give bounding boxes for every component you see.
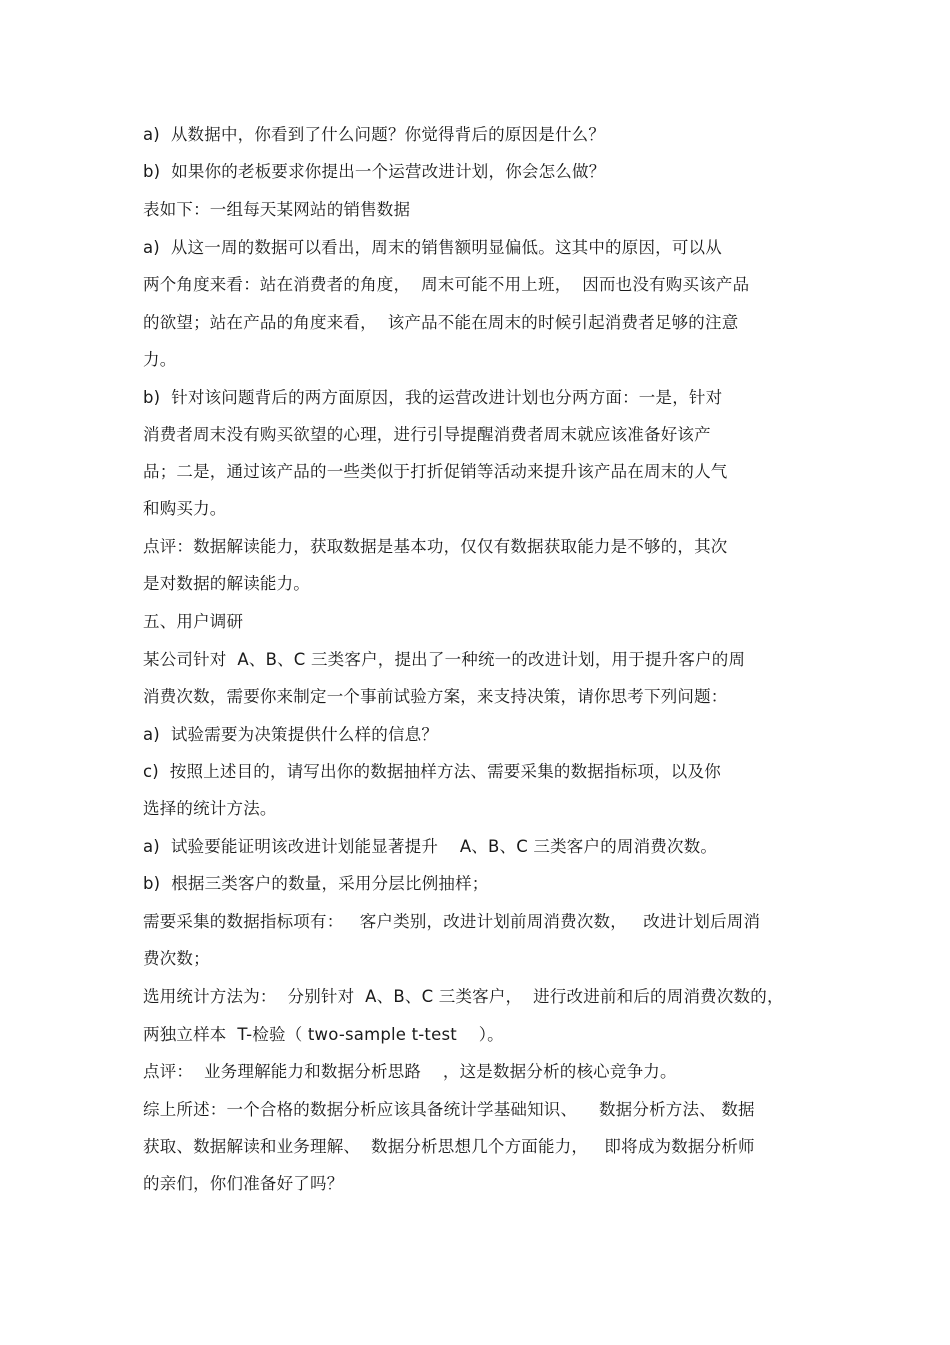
section-heading: 五、用户调研 bbox=[143, 612, 244, 631]
research-question-c-line-2: 选择的统计方法。 bbox=[143, 799, 277, 818]
answer-a-line-2: 两个角度来看：站在消费者的角度， 周末可能不用上班， 因而也没有购买该产品 bbox=[143, 275, 750, 294]
answer-b-line-2: 消费者周末没有购买欲望的心理，进行引导提醒消费者周末就应该准备好该产 bbox=[143, 425, 711, 444]
metrics-line-1: 需要采集的数据指标项有： 客户类别，改进计划前周消费次数， 改进计划后周消 bbox=[143, 912, 761, 931]
answer-a-line-3: 的欲望；站在产品的角度来看， 该产品不能在周末的时候引起消费者足够的注意 bbox=[143, 313, 739, 332]
summary-line-3: 的亲们，你们准备好了吗？ bbox=[143, 1174, 344, 1193]
answer-b-line-3: 品；二是，通过该产品的一些类似于打折促销等活动来提升该产品在周末的人气 bbox=[143, 462, 728, 481]
research-question-a: a) 试验需要为决策提供什么样的信息？ bbox=[143, 725, 439, 744]
answer-b-line-4: 和购买力。 bbox=[143, 499, 227, 518]
comment-line-3: 点评： 业务理解能力和数据分析思路 ，这是数据分析的核心竞争力。 bbox=[143, 1062, 677, 1081]
table-intro-line: 表如下：一组每天某网站的销售数据 bbox=[143, 200, 411, 219]
stats-method-line-2: 两独立样本 T-检验（ two-sample t-test ）。 bbox=[143, 1025, 504, 1044]
metrics-line-2: 费次数； bbox=[143, 949, 210, 968]
answer-a-line-1: a) 从这一周的数据可以看出，周末的销售额明显偏低。这其中的原因，可以从 bbox=[143, 238, 722, 257]
research-answer-a: a) 试验要能证明该改进计划能显著提升 A、B、C 三类客户的周消费次数。 bbox=[143, 837, 718, 856]
summary-line-1: 综上所述：一个合格的数据分析应该具备统计学基础知识、 数据分析方法、 数据 bbox=[143, 1100, 755, 1119]
comment-line-2: 是对数据的解读能力。 bbox=[143, 574, 310, 593]
answer-b-line-1: b) 针对该问题背后的两方面原因，我的运营改进计划也分两方面：一是，针对 bbox=[143, 388, 723, 407]
question-b-line: b) 如果你的老板要求你提出一个运营改进计划，你会怎么做？ bbox=[143, 162, 606, 181]
research-answer-b: b) 根据三类客户的数量，采用分层比例抽样； bbox=[143, 874, 489, 893]
research-question-c-line-1: c) 按照上述目的，请写出你的数据抽样方法、需要采集的数据指标项，以及你 bbox=[143, 762, 721, 781]
stats-method-line-1: 选用统计方法为： 分别针对 A、B、C 三类客户， 进行改进前和后的周消费次数的， bbox=[143, 987, 784, 1006]
question-a-line: a) 从数据中，你看到了什么问题？你觉得背后的原因是什么？ bbox=[143, 125, 606, 144]
summary-line-2: 获取、数据解读和业务理解、 数据分析思想几个方面能力， 即将成为数据分析师 bbox=[143, 1137, 755, 1156]
research-intro-line-1: 某公司针对 A、B、C 三类客户，提出了一种统一的改进计划，用于提升客户的周 bbox=[143, 650, 746, 669]
answer-a-line-4: 力。 bbox=[143, 350, 177, 369]
research-intro-line-2: 消费次数，需要你来制定一个事前试验方案，来支持决策，请你思考下列问题： bbox=[143, 687, 728, 706]
comment-line-1: 点评：数据解读能力，获取数据是基本功，仅仅有数据获取能力是不够的，其次 bbox=[143, 537, 728, 556]
